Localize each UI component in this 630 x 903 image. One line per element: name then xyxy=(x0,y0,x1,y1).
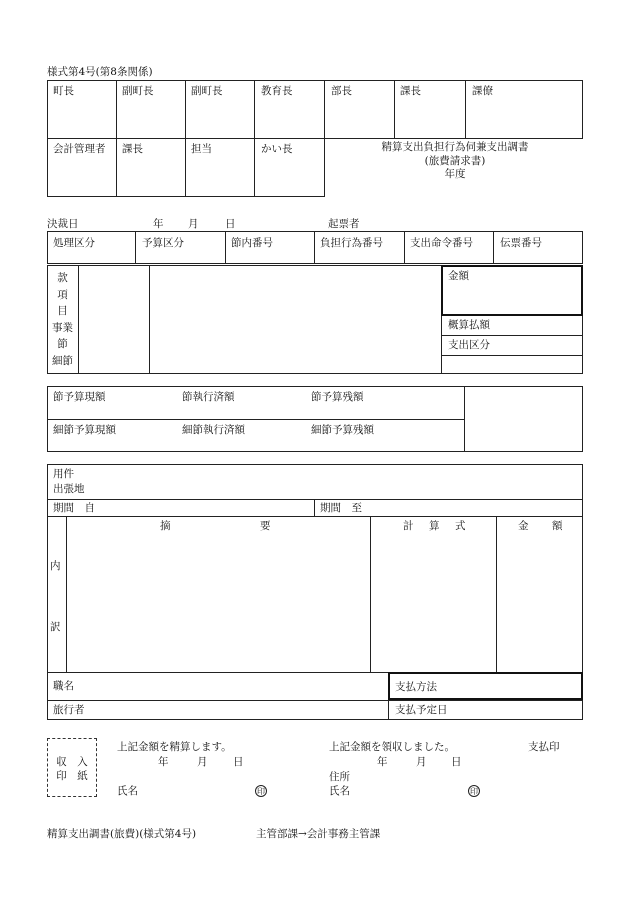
col-amount-1: 金 xyxy=(518,520,529,532)
approval-label-section-chief-2: 課長 xyxy=(122,143,143,155)
breakdown-side-label-1: 内 xyxy=(50,560,61,572)
approval-label-staff: 課僚 xyxy=(472,85,493,97)
section-budget-executed: 節執行済額 xyxy=(182,391,235,403)
trip-subject-label: 用件 xyxy=(53,468,74,480)
approval-label-director: 部長 xyxy=(331,85,352,97)
breakdown-side-label-2: 訳 xyxy=(50,621,61,633)
label-setsu: 節 xyxy=(57,338,68,350)
col-formula-3: 式 xyxy=(455,520,466,532)
settlement-statement: 上記金額を精算します。 xyxy=(117,741,232,753)
receipt-year: 年 xyxy=(377,756,388,768)
amount-label: 金額 xyxy=(448,270,469,282)
header-voucher-number: 伝票番号 xyxy=(500,237,542,249)
col-summary-1: 摘 xyxy=(160,520,171,532)
trip-destination-label: 出張地 xyxy=(53,483,85,495)
settlement-day: 日 xyxy=(233,756,244,768)
approval-label-deputy-mayor-2: 副町長 xyxy=(191,85,223,97)
label-kan: 款 xyxy=(57,272,68,284)
document-title-year: 年度 xyxy=(444,168,466,180)
settlement-seal-mark: 印 xyxy=(257,787,265,796)
document-title-main: 精算支出負担行為伺兼支出調書 xyxy=(381,141,529,153)
payment-date-label: 支払予定日 xyxy=(395,704,448,716)
header-budget-type: 予算区分 xyxy=(142,237,184,249)
payment-category-label: 支出区分 xyxy=(448,339,490,351)
receipt-seal-mark: 印 xyxy=(470,787,478,796)
footer-routing: 主管部課→会計事務主管課 xyxy=(256,828,381,840)
revenue-stamp-line2: 印 紙 xyxy=(56,770,88,782)
approval-label-accounting-manager: 会計管理者 xyxy=(53,143,106,155)
header-processing-type: 処理区分 xyxy=(53,237,95,249)
settlement-year: 年 xyxy=(158,756,169,768)
settlement-month: 月 xyxy=(197,756,208,768)
approval-label-kai-chief: かい長 xyxy=(261,143,293,155)
approval-label-superintendent: 教育長 xyxy=(261,85,293,97)
receipt-day: 日 xyxy=(451,756,462,768)
subsection-budget-remaining: 細節予算残額 xyxy=(311,424,374,436)
label-kou: 項 xyxy=(57,288,68,301)
col-formula-2: 算 xyxy=(429,520,440,532)
col-formula-1: 計 xyxy=(403,520,414,532)
label-jigyou: 事業 xyxy=(52,321,73,334)
document-title-sub: (旅費請求書) xyxy=(424,154,486,167)
job-title-label: 職名 xyxy=(53,680,74,692)
estimate-payment-label: 概算払額 xyxy=(448,319,490,331)
subsection-budget-current: 細節予算現額 xyxy=(53,424,116,436)
period-from-label: 期間 自 xyxy=(53,502,95,514)
period-to-label: 期間 至 xyxy=(320,502,362,514)
approval-label-deputy-mayor-1: 副町長 xyxy=(122,85,154,97)
drafter-label: 起票者 xyxy=(328,218,360,230)
revenue-stamp-text xyxy=(47,755,97,783)
decision-month-label: 月 xyxy=(188,218,199,230)
receipt-address-label: 住所 xyxy=(329,771,350,783)
label-saisetsu: 細節 xyxy=(52,354,73,367)
section-budget-remaining: 節予算残額 xyxy=(311,391,364,403)
approval-label-section-chief: 課長 xyxy=(400,85,421,97)
receipt-name-label: 氏名 xyxy=(329,785,350,797)
approval-label-mayor: 町長 xyxy=(53,85,74,97)
receipt-statement: 上記金額を領収しました。 xyxy=(329,741,455,753)
form-number: 様式第4号(第8条関係) xyxy=(47,66,153,78)
document-title xyxy=(330,141,580,182)
footer-form-name: 精算支出調書(旅費)(様式第4号) xyxy=(47,828,197,840)
payment-method-label: 支払方法 xyxy=(395,681,437,693)
decision-year-label: 年 xyxy=(153,218,164,230)
header-commitment-number: 負担行為番号 xyxy=(320,237,383,249)
traveler-label: 旅行者 xyxy=(53,704,85,716)
section-budget-current: 節予算現額 xyxy=(53,391,106,403)
label-moku: 目 xyxy=(57,305,68,317)
col-summary-2: 要 xyxy=(260,520,271,532)
decision-date-label: 決裁日 xyxy=(47,218,79,230)
account-labels xyxy=(47,270,78,369)
approval-label-in-charge: 担当 xyxy=(191,143,212,155)
header-payment-order-number: 支出命令番号 xyxy=(410,237,473,249)
revenue-stamp-line1: 収 入 xyxy=(56,756,88,768)
col-amount-2: 額 xyxy=(552,520,563,532)
payment-seal-label: 支払印 xyxy=(528,741,560,753)
receipt-month: 月 xyxy=(416,756,427,768)
subsection-budget-executed: 細節執行済額 xyxy=(182,424,245,436)
header-section-number: 節内番号 xyxy=(231,237,273,249)
decision-day-label: 日 xyxy=(225,218,236,230)
settlement-name-label: 氏名 xyxy=(117,785,138,797)
